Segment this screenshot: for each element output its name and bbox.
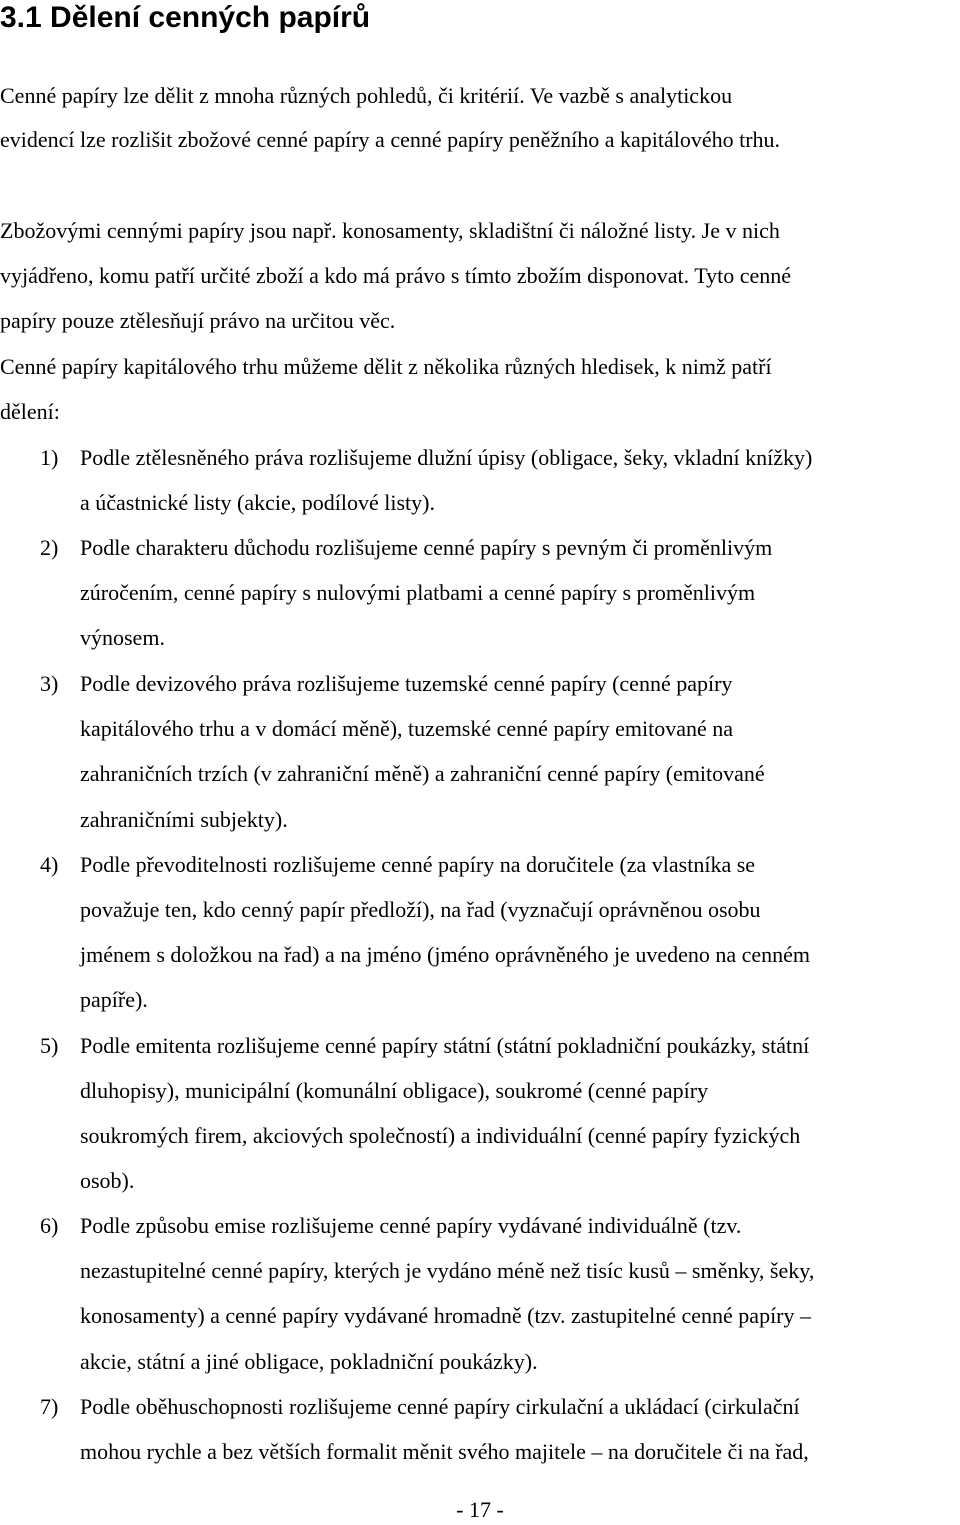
list-item-line: výnosem. [80, 625, 165, 650]
list-item-number: 6) [40, 1213, 59, 1238]
list-item-line: Podle devizového práva rozlišujeme tuzemské cenné papíry (cenné papíry [80, 671, 733, 696]
list-item-line: zúročením, cenné papíry s nulovými platbami a cenné papíry s proměnlivým [80, 580, 756, 605]
intro-line: Cenné papíry lze dělit z mnoha různých pohledů, či kritérií. Ve vazbě s analytickou [0, 83, 733, 108]
list-item-line: Podle charakteru důchodu rozlišujeme cenné papíry s pevným či proměnlivým [80, 535, 773, 560]
list-item-line: považuje ten, kdo cenný papír předloží), na řad (vyznačují oprávněnou osobu [80, 897, 761, 922]
commodity-line: vyjádřeno, komu patří určité zboží a kdo má právo s tímto zbožím disponovat. Tyto cenné [0, 263, 792, 288]
list-item-line: Podle oběhuschopnosti rozlišujeme cenné papíry cirkulační a ukládací (cirkulační [80, 1394, 800, 1419]
list-item-number: 5) [40, 1033, 59, 1058]
list-item-line: Podle způsobu emise rozlišujeme cenné papíry vydávané individuálně (tzv. [80, 1213, 742, 1238]
list-item-line: jménem s doložkou na řad) a na jméno (jméno oprávněného je uvedeno na cenném [80, 942, 811, 967]
list-item-line: Podle emitenta rozlišujeme cenné papíry státní (státní pokladniční poukázky, státní [80, 1033, 810, 1058]
list-item-line: akcie, státní a jiné obligace, pokladniční poukázky). [80, 1349, 538, 1374]
list-item-line: nezastupitelné cenné papíry, kterých je vydáno méně než tisíc kusů – směnky, šeky, [80, 1258, 815, 1283]
intro-line: evidencí lze rozlišit zbožové cenné papíry a cenné papíry peněžního a kapitálového trhu. [0, 127, 781, 152]
list-item-number: 2) [40, 535, 59, 560]
list-item-line: dluhopisy), municipální (komunální obligace), soukromé (cenné papíry [80, 1078, 709, 1103]
capital-line: Cenné papíry kapitálového trhu můžeme dělit z několika různých hledisek, k nimž patří [0, 354, 772, 379]
list-item-number: 3) [40, 671, 59, 696]
list-item-line: a účastnické listy (akcie, podílové listy). [80, 490, 435, 515]
page-number: - 17 - [456, 1497, 504, 1522]
list-item-line: mohou rychle a bez větších formalit měnit svého majitele – na doručitele či na řad, [80, 1439, 809, 1464]
list-item-number: 4) [40, 852, 59, 877]
list-item-line: konosamenty) a cenné papíry vydávané hromadně (tzv. zastupitelné cenné papíry – [80, 1303, 812, 1328]
capital-line: dělení: [0, 399, 60, 424]
list-item-number: 7) [40, 1394, 59, 1419]
list-item-line: papíře). [80, 987, 148, 1012]
commodity-line: Zbožovými cennými papíry jsou např. konosamenty, skladištní či náložné listy. Je v nich [0, 218, 780, 243]
list-item-line: zahraničních trzích (v zahraniční měně) a zahraniční cenné papíry (emitované [80, 761, 765, 786]
list-item-line: soukromých firem, akciových společností) a individuální (cenné papíry fyzických [80, 1123, 801, 1148]
list-item-line: osob). [80, 1168, 135, 1193]
section-heading: 3.1 Dělení cenných papírů [0, 1, 371, 34]
list-item-number: 1) [40, 445, 59, 470]
commodity-line: papíry pouze ztělesňují právo na určitou věc. [0, 308, 396, 333]
list-item-line: Podle převoditelnosti rozlišujeme cenné papíry na doručitele (za vlastníka se [80, 852, 756, 877]
list-item-line: Podle ztělesněného práva rozlišujeme dlužní úpisy (obligace, šeky, vkladní knížky) [80, 445, 813, 470]
list-item-line: kapitálového trhu a v domácí měně), tuzemské cenné papíry emitované na [80, 716, 734, 741]
list-item-line: zahraničními subjekty). [80, 807, 288, 832]
